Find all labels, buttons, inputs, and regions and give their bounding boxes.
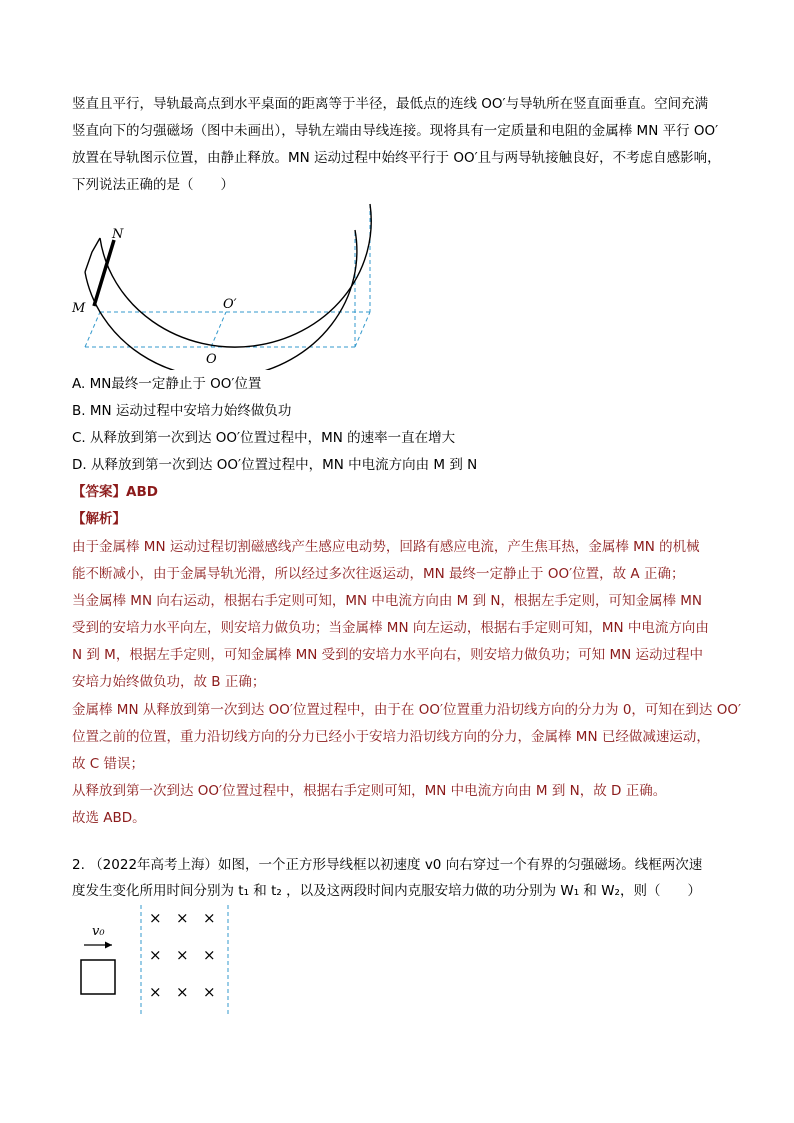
label-o-prime: O′ [223, 297, 237, 312]
analysis-line: 故 C 错误； [72, 756, 145, 772]
cross-mark: × [176, 983, 189, 1001]
label-v0: v₀ [92, 924, 105, 939]
field-crosses [149, 909, 216, 1001]
analysis-line: 受到的安培力水平向左，则安培力做负功；当金属棒 MN 向左运动，根据右手定则可知，MN 中电流方向由 [72, 620, 709, 636]
analysis-line: 安培力始终做负功，故 B 正确； [72, 674, 266, 690]
label-m: M [72, 301, 86, 316]
cross-mark: × [149, 946, 162, 964]
rail-figure [68, 200, 388, 370]
stem-line: 竖直且平行，导轨最高点到水平桌面的距离等于半径，最低点的连线 OO′与导轨所在竖直面垂直。空间充满 [72, 96, 709, 112]
stem-line: 2. （2022年高考上海）如图，一个正方形导线框以初速度 v0 向右穿过一个有界的匀强磁场。线框两次速 [72, 857, 703, 873]
magnetic-field-figure [72, 905, 242, 1020]
stem-line: 下列说法正确的是（ ） [72, 177, 234, 193]
cross-mark: × [176, 909, 189, 927]
analysis-line: 能不断减小，由于金属导轨光滑，所以经过多次往返运动，MN 最终一定静止于 OO′位置，故 A 正确； [72, 566, 685, 582]
cross-mark: × [203, 946, 216, 964]
cross-mark: × [203, 909, 216, 927]
cross-mark: × [203, 983, 216, 1001]
cross-mark: × [176, 946, 189, 964]
option-a: A. MN最终一定静止于 OO′位置 [72, 376, 262, 392]
square-loop [81, 960, 115, 994]
analysis-line: 由于金属棒 MN 运动过程切割磁感线产生感应电动势，回路有感应电流，产生焦耳热，金属棒 MN 的机械 [72, 539, 700, 555]
front-rail [85, 230, 357, 370]
analysis-line: 金属棒 MN 从释放到第一次到达 OO′位置过程中，由于在 OO′位置重力沿切线方向的分力为 0，可知在到达 OO′ [72, 702, 742, 718]
label-n: N [112, 227, 124, 242]
option-b: B. MN 运动过程中安培力始终做负功 [72, 403, 292, 419]
connecting-wire [85, 238, 100, 272]
stem-line: 竖直向下的匀强磁场（图中未画出），导轨左端由导线连接。现将具有一定质量和电阻的金属棒 MN 平行 OO′ [72, 123, 719, 139]
stem-line: 度发生变化所用时间分别为 t₁ 和 t₂ ，以及这两段时间内克服安培力做的功分别为 W₁ 和 W₂，则（ ） [72, 883, 701, 899]
analysis-line: 位置之前的位置，重力沿切线方向的分力已经小于安培力沿切线方向的分力，金属棒 MN 已经做减速运动， [72, 729, 710, 745]
analysis-line: 当金属棒 MN 向右运动，根据右手定则可知，MN 中电流方向由 M 到 N，根据左手定则，可知金属棒 MN [72, 593, 703, 609]
cross-mark: × [149, 983, 162, 1001]
velocity-arrow-icon [84, 942, 112, 949]
analysis-line: N 到 M，根据左手定则，可知金属棒 MN 受到的安培力水平向右，则安培力做负功；可知 MN 运动过程中 [72, 647, 703, 663]
stem-line: 放置在导轨图示位置，由静止释放。MN 运动过程中始终平行于 OO′且与两导轨接触良好，不考虑自感影响， [72, 150, 721, 166]
table-box-dashed [85, 204, 370, 347]
analysis-line: 故选 ABD。 [72, 810, 146, 826]
analysis-line: 从释放到第一次到达 OO′位置过程中，根据右手定则可知，MN 中电流方向由 M 到 N，故 D 正确。 [72, 783, 667, 799]
label-o: O [206, 352, 217, 367]
option-c: C. 从释放到第一次到达 OO′位置过程中，MN 的速率一直在增大 [72, 430, 456, 446]
analysis-label: 【解析】 [72, 511, 126, 527]
answer-label: 【答案】ABD [72, 484, 158, 500]
option-d: D. 从释放到第一次到达 OO′位置过程中，MN 中电流方向由 M 到 N [72, 457, 478, 473]
cross-mark: × [149, 909, 162, 927]
